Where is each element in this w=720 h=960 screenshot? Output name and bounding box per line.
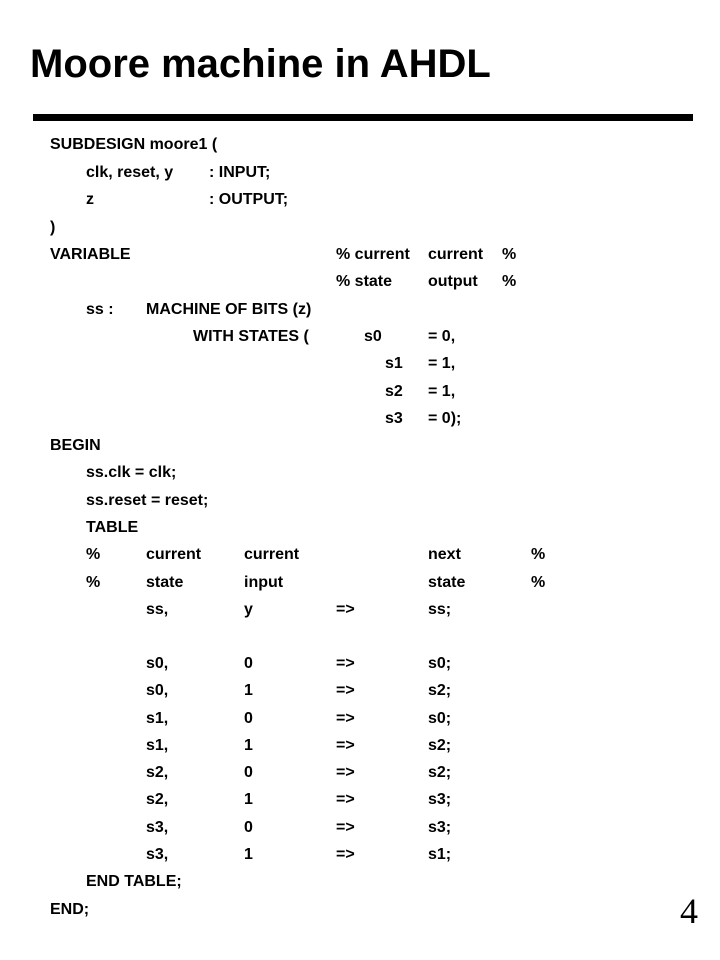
table-cell: s0,	[146, 655, 169, 672]
table-cell: s2;	[428, 737, 452, 754]
table-cell: 0	[244, 819, 253, 836]
table-comment-cell: %	[86, 574, 101, 591]
ss-label: ss :	[86, 301, 114, 318]
with-states: WITH STATES (	[193, 328, 309, 345]
table-cell: 0	[244, 710, 253, 727]
begin-keyword: BEGIN	[50, 437, 101, 454]
state-value: = 1,	[428, 355, 456, 372]
table-cell: =>	[336, 819, 355, 836]
input-type: : INPUT;	[209, 164, 271, 181]
comment-1-open: % current	[336, 246, 410, 263]
clk-assignment: ss.clk = clk;	[86, 464, 177, 481]
table-cell: =>	[336, 791, 355, 808]
slide-title: Moore machine in AHDL	[30, 42, 491, 86]
table-cell: 1	[244, 846, 253, 863]
variable-keyword: VARIABLE	[50, 246, 131, 263]
state-value: = 0,	[428, 328, 456, 345]
page-number: 4	[680, 891, 698, 931]
table-cell: =>	[336, 655, 355, 672]
table-cell: =>	[336, 764, 355, 781]
table-cell: s2,	[146, 791, 169, 808]
table-keyword: TABLE	[86, 519, 139, 536]
table-cell: =>	[336, 682, 355, 699]
table-header-cell: ss;	[428, 601, 452, 618]
table-cell: s1,	[146, 710, 169, 727]
output-type: : OUTPUT;	[209, 191, 289, 208]
table-comment-cell: current	[146, 546, 202, 563]
table-cell: =>	[336, 710, 355, 727]
table-cell: =>	[336, 846, 355, 863]
table-comment-cell: next	[428, 546, 461, 563]
table-cell: s3;	[428, 791, 452, 808]
table-cell: s0,	[146, 682, 169, 699]
comment-1-text: current	[428, 246, 484, 263]
table-cell: 1	[244, 682, 253, 699]
subdesign-line: SUBDESIGN moore1 (	[50, 136, 218, 153]
table-comment-cell: state	[146, 574, 184, 591]
table-cell: s1;	[428, 846, 452, 863]
output-name: z	[86, 191, 94, 208]
table-cell: s2;	[428, 682, 452, 699]
table-header-cell: =>	[336, 601, 355, 618]
table-cell: s2,	[146, 764, 169, 781]
table-cell: s1,	[146, 737, 169, 754]
table-comment-cell: %	[531, 546, 546, 563]
table-header-cell: ss,	[146, 601, 169, 618]
close-paren: )	[50, 219, 56, 236]
end-table-keyword: END TABLE;	[86, 873, 182, 890]
table-cell: =>	[336, 737, 355, 754]
comment-2-open: % state	[336, 273, 393, 290]
reset-assignment: ss.reset = reset;	[86, 492, 209, 509]
comment-2-close: %	[502, 273, 517, 290]
table-header-cell: y	[244, 601, 253, 618]
table-comment-cell: %	[531, 574, 546, 591]
table-cell: s3;	[428, 819, 452, 836]
state-name: s3	[385, 410, 403, 427]
state-name: s2	[385, 383, 403, 400]
table-cell: 1	[244, 791, 253, 808]
table-comment-cell: %	[86, 546, 101, 563]
comment-2-text: output	[428, 273, 478, 290]
state-name: s1	[385, 355, 403, 372]
end-keyword: END;	[50, 901, 90, 918]
table-cell: s2;	[428, 764, 452, 781]
table-cell: s0;	[428, 655, 452, 672]
state-value: = 0);	[428, 410, 462, 427]
machine-declaration: MACHINE OF BITS (z)	[146, 301, 312, 318]
input-names: clk, reset, y	[86, 164, 174, 181]
table-comment-cell: current	[244, 546, 300, 563]
state-value: = 1,	[428, 383, 456, 400]
table-comment-cell: state	[428, 574, 466, 591]
table-cell: 0	[244, 764, 253, 781]
table-cell: 1	[244, 737, 253, 754]
table-comment-cell: input	[244, 574, 284, 591]
table-cell: 0	[244, 655, 253, 672]
table-cell: s0;	[428, 710, 452, 727]
comment-1-close: %	[502, 246, 517, 263]
table-cell: s3,	[146, 846, 169, 863]
state-name: s0	[364, 328, 382, 345]
table-cell: s3,	[146, 819, 169, 836]
